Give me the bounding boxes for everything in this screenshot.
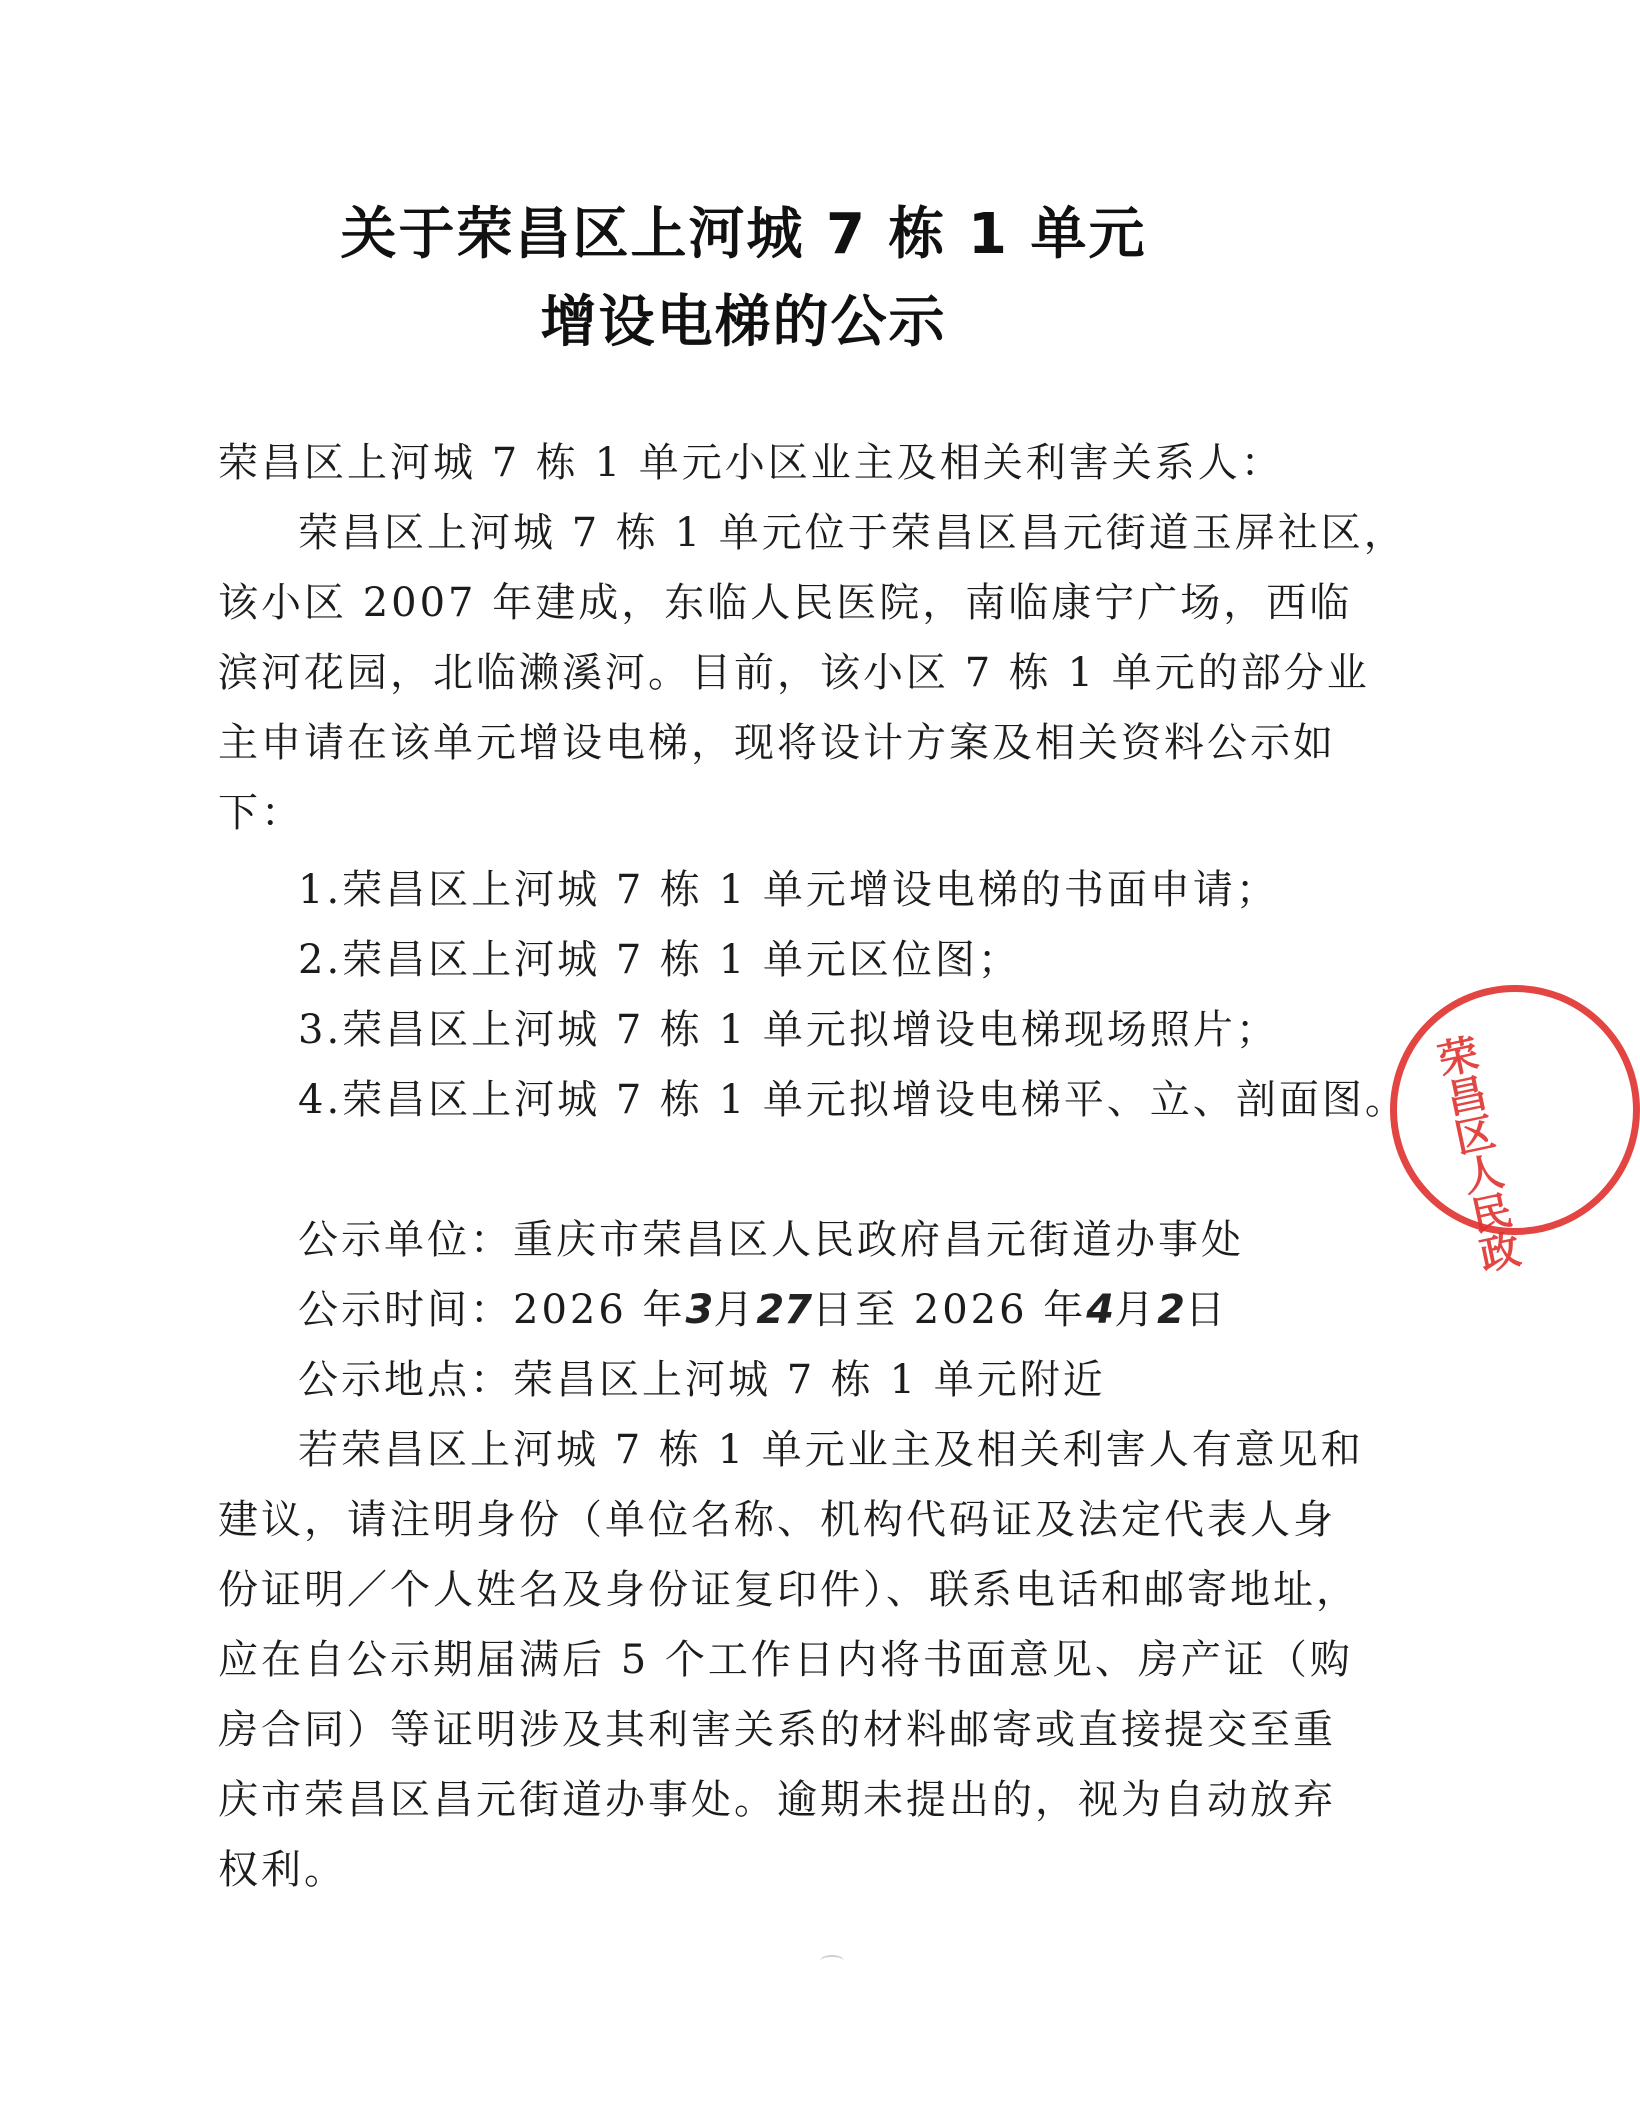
notice-unit: [298, 1215, 1244, 1265]
para1-line: 该小区 2007 年建成，东临人民医院，南临康宁广场，西临: [218, 580, 1353, 626]
handwritten-month-start: 3: [685, 1287, 714, 1333]
notice-unit-value: 重庆市荣昌区人民政府昌元街道办事处: [513, 1217, 1244, 1263]
para1-line: 滨河花园，北临濑溪河。目前，该小区 7 栋 1 单元的部分业: [218, 650, 1370, 696]
salutation: 荣昌区上河城 7 栋 1 单元小区业主及相关利害关系人：: [218, 440, 1284, 486]
official-seal-text: 荣昌区人民政: [1427, 1032, 1523, 1277]
list-item: 3.荣昌区上河城 7 栋 1 单元拟增设电梯现场照片；: [298, 1007, 1279, 1053]
page-mark: [820, 1955, 844, 1967]
para1-line: 主申请在该单元增设电梯，现将设计方案及相关资料公示如: [218, 720, 1336, 766]
notice-title-line2: 增设电梯的公示: [540, 290, 947, 355]
para2-line: 庆市荣昌区昌元街道办事处。逾期未提出的，视为自动放弃: [218, 1777, 1336, 1823]
para2-line: 房合同）等证明涉及其利害关系的材料邮寄或直接提交至重: [218, 1707, 1336, 1753]
notice-unit-label: 公示单位：: [298, 1217, 513, 1263]
handwritten-day-end: 2: [1157, 1287, 1185, 1333]
notice-place: [298, 1355, 1106, 1405]
notice-time: [298, 1285, 1228, 1335]
notice-place-value: 荣昌区上河城 7 栋 1 单元附近: [513, 1357, 1106, 1403]
month-suffix: 月: [713, 1287, 757, 1333]
para1-line: 下：: [218, 790, 304, 836]
para2-line: 权利。: [218, 1847, 347, 1893]
handwritten-month-end: 4: [1086, 1287, 1115, 1333]
para1-line: 荣昌区上河城 7 栋 1 单元位于荣昌区昌元街道玉屏社区，: [298, 510, 1407, 556]
day-suffix: 日至 2026 年: [812, 1287, 1087, 1333]
month-suffix: 月: [1114, 1287, 1158, 1333]
list-item: 2.荣昌区上河城 7 栋 1 单元区位图；: [298, 937, 1021, 983]
para2-line: 建议，请注明身份（单位名称、机构代码证及法定代表人身: [218, 1497, 1336, 1543]
notice-time-year: 2026 年: [513, 1287, 686, 1333]
para2-line: 份证明／个人姓名及身份证复印件）、联系电话和邮寄地址，: [218, 1567, 1359, 1613]
para2-line: 若荣昌区上河城 7 栋 1 单元业主及相关利害人有意见和: [298, 1427, 1364, 1473]
notice-time-label: 公示时间：: [298, 1287, 513, 1333]
list-item: 1.荣昌区上河城 7 栋 1 单元增设电梯的书面申请；: [298, 867, 1279, 913]
day-suffix: 日: [1184, 1287, 1228, 1333]
notice-place-label: 公示地点：: [298, 1357, 513, 1403]
handwritten-day-start: 27: [756, 1287, 813, 1333]
notice-title-line1: 关于荣昌区上河城 7 栋 1 单元: [340, 202, 1147, 267]
para2-line: 应在自公示期届满后 5 个工作日内将书面意见、房产证（购: [218, 1637, 1353, 1683]
list-item: 4.荣昌区上河城 7 栋 1 单元拟增设电梯平、立、剖面图。: [298, 1077, 1408, 1123]
